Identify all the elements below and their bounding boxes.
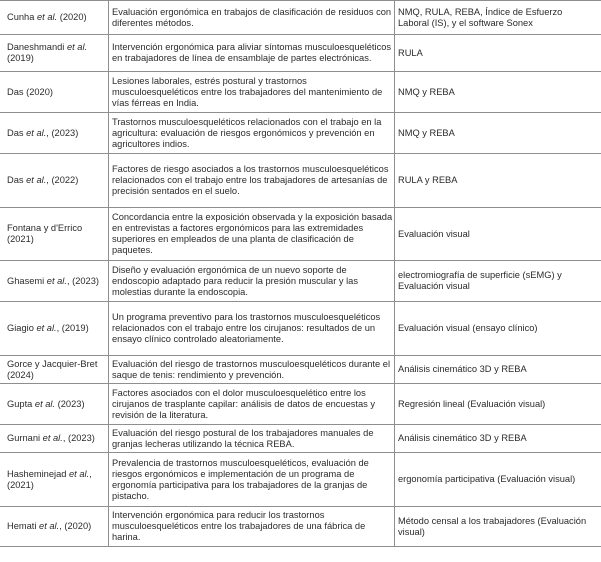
description-cell: Trastornos musculoesqueléticos relacionados con el trabajo en la agricultura: evaluación de riesgos ergonómicos y prevención en agricultores indios. bbox=[112, 116, 382, 149]
description-cell: Evaluación ergonómica en trabajos de clasificación de residuos con diferentes métodos. bbox=[112, 6, 392, 28]
author-cell: Hemati et al., (2020) bbox=[7, 521, 92, 531]
column-divider bbox=[108, 72, 109, 112]
description-cell: Intervención ergonómica para aliviar síntomas musculoesqueléticos en trabajadores de línea de ensamblaje de partes electrónicas. bbox=[112, 42, 392, 63]
column-divider bbox=[394, 302, 395, 355]
table-row bbox=[0, 384, 601, 425]
column-divider bbox=[108, 425, 109, 452]
column-divider bbox=[108, 302, 109, 355]
column-divider bbox=[394, 425, 395, 452]
description-cell: Lesiones laborales, estrés postural y trastornos musculoesqueléticos entre los trabajadores del mantenimiento de vías férreas en India. bbox=[112, 75, 383, 108]
description-cell: Un programa preventivo para los trastornos musculoesqueléticos relacionados con el trabajo entre los cirujanos: resultados de un ensayo clínico controlado aleatoriamente. bbox=[112, 312, 381, 344]
method-cell: RULA y REBA bbox=[398, 175, 458, 185]
table-row bbox=[0, 356, 601, 384]
description-cell: Prevalencia de trastornos musculoesqueléticos, evaluación de riesgos ergonómicos e implementación de un programa de ergonomía participativa para los trabajadores de la granjas de pistacho. bbox=[112, 457, 369, 501]
method-cell: Método censal a los trabajadores (Evaluación visual) bbox=[398, 515, 587, 537]
table-row bbox=[0, 302, 601, 356]
table-row bbox=[0, 261, 601, 302]
table-row bbox=[0, 113, 601, 154]
description-cell: Factores asociados con el dolor musculoesquelético entre los cirujanos de trasplante capilar: análisis de datos de encuestas y revisión de la literatura. bbox=[112, 387, 376, 420]
method-cell: ergonomía participativa (Evaluación visual) bbox=[398, 474, 576, 484]
method-cell: Regresión lineal (Evaluación visual) bbox=[398, 398, 546, 409]
method-cell: Evaluación visual (ensayo clínico) bbox=[398, 323, 538, 333]
author-cell: Gupta et al. (2023) bbox=[7, 398, 85, 409]
author-cell: Das (2020) bbox=[7, 86, 53, 97]
column-divider bbox=[394, 113, 395, 153]
column-divider bbox=[394, 35, 395, 71]
author-cell: Ghasemi et al., (2023) bbox=[7, 275, 99, 286]
column-divider bbox=[108, 384, 109, 424]
author-cell: Das et al., (2023) bbox=[7, 127, 79, 138]
column-divider bbox=[394, 384, 395, 424]
description-cell: Evaluación del riesgo de trastornos musculoesqueléticos durante el saque de tenis: rendimiento y prevención. bbox=[112, 358, 391, 380]
table-row bbox=[0, 507, 601, 547]
column-divider bbox=[394, 72, 395, 112]
author-cell: Gurnani et al., (2023) bbox=[7, 433, 95, 443]
column-divider bbox=[394, 1, 395, 34]
column-divider bbox=[394, 261, 395, 301]
table-row bbox=[0, 35, 601, 72]
table-row bbox=[0, 208, 601, 261]
author-cell: Fontana y d'Errico (2021) bbox=[7, 223, 83, 244]
column-divider bbox=[108, 208, 109, 260]
description-cell: Concordancia entre la exposición observada y la exposición basada en entrevistas a factores ergonómicos para las extremidades superiores en empleados de una planta de clasificación de paquetes. bbox=[112, 212, 393, 255]
description-cell: Evaluación del riesgo postural de los trabajadores manuales de granjas lecheras utilizando la técnica REBA. bbox=[112, 427, 374, 449]
author-cell: Hasheminejad et al., (2021) bbox=[7, 468, 92, 490]
method-cell: NMQ y REBA bbox=[398, 86, 455, 97]
description-cell: Intervención ergonómica para reducir los trastornos musculoesqueléticos entre los trabajadores de una fábrica de harina. bbox=[112, 510, 366, 542]
method-cell: electromiografía de superficie (sEMG) y Evaluación visual bbox=[398, 270, 562, 291]
author-cell: Giagio et al., (2019) bbox=[7, 323, 89, 333]
column-divider bbox=[394, 507, 395, 546]
column-divider bbox=[108, 35, 109, 71]
column-divider bbox=[108, 507, 109, 546]
description-cell: Diseño y evaluación ergonómica de un nuevo soporte de endoscopio adaptado para reducir la presión muscular y las molestias durante la endoscopia. bbox=[112, 264, 358, 297]
column-divider bbox=[394, 356, 395, 383]
method-cell: RULA bbox=[398, 47, 423, 58]
method-cell: Evaluación visual bbox=[398, 228, 470, 239]
method-cell: NMQ y REBA bbox=[398, 127, 455, 138]
column-divider bbox=[108, 154, 109, 207]
column-divider bbox=[394, 154, 395, 207]
method-cell: NMQ, RULA, REBA, Índice de Esfuerzo Laboral (IS), y el software Sonex bbox=[398, 6, 563, 28]
column-divider bbox=[108, 261, 109, 301]
column-divider bbox=[394, 208, 395, 260]
column-divider bbox=[108, 113, 109, 153]
author-cell: Daneshmandi et al. (2019) bbox=[7, 42, 88, 63]
table-row bbox=[0, 154, 601, 208]
column-divider bbox=[108, 1, 109, 34]
method-cell: Análisis cinemático 3D y REBA bbox=[398, 364, 527, 374]
column-divider bbox=[394, 453, 395, 506]
author-cell: Cunha et al. (2020) bbox=[7, 12, 87, 22]
column-divider bbox=[108, 453, 109, 506]
table-row bbox=[0, 1, 601, 35]
table-row bbox=[0, 72, 601, 113]
author-cell: Das et al., (2022) bbox=[7, 175, 79, 185]
column-divider bbox=[108, 356, 109, 383]
method-cell: Análisis cinemático 3D y REBA bbox=[398, 433, 527, 443]
description-cell: Factores de riesgo asociados a los trastornos musculoesqueléticos relacionados con el trabajo entre los trabajadores de artesanías de precisión sentados en el suelo. bbox=[112, 164, 389, 196]
table-row bbox=[0, 425, 601, 453]
author-cell: Gorce y Jacquier-Bret (2024) bbox=[7, 358, 98, 380]
table-row bbox=[0, 453, 601, 507]
